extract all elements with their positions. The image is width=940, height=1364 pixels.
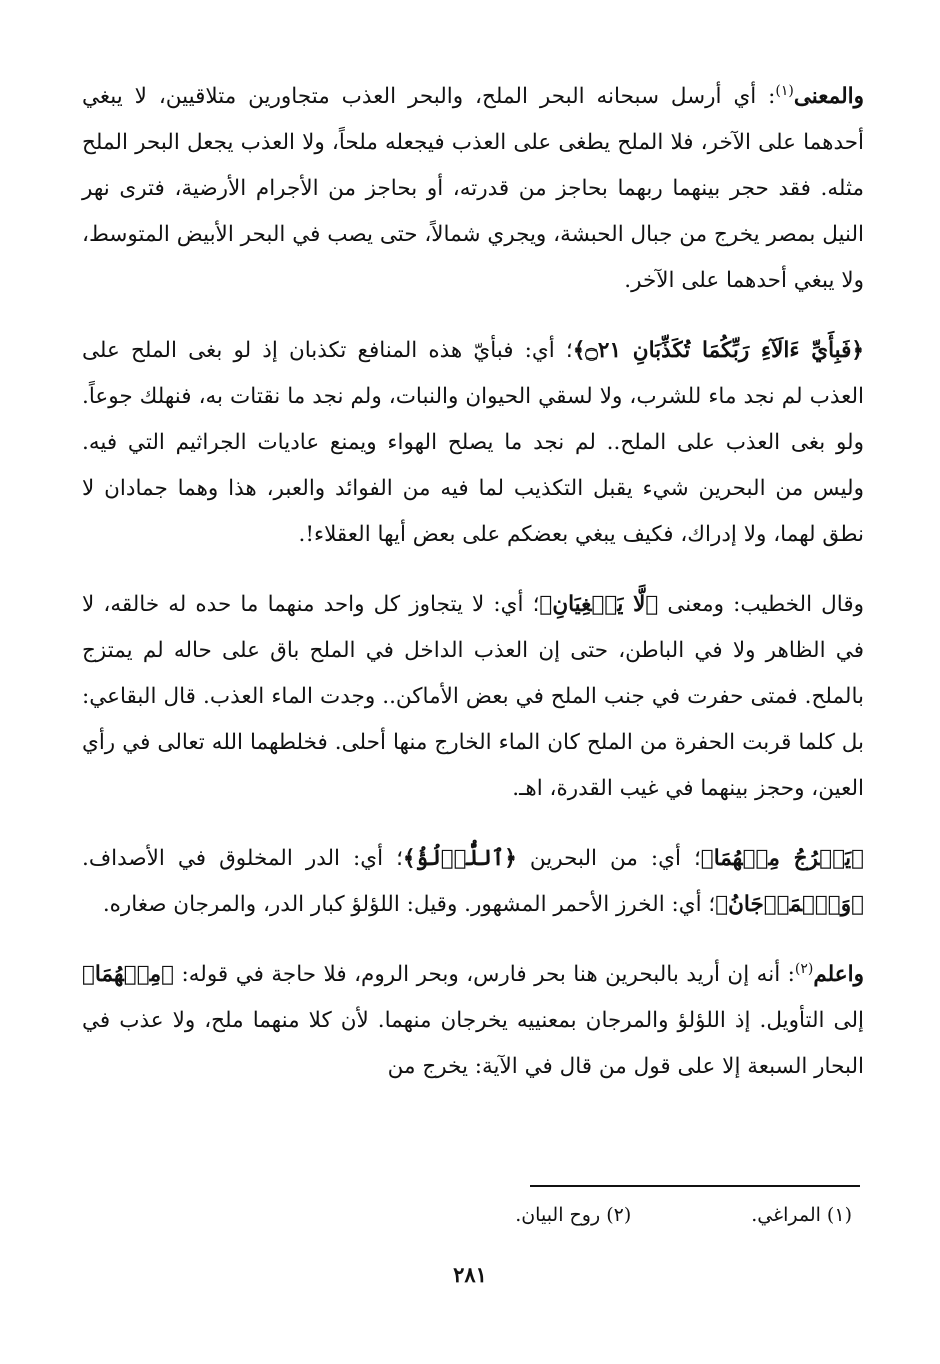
lead-word: واعلم bbox=[813, 962, 864, 987]
footnote-2: (٢) روح البيان. bbox=[515, 1204, 632, 1226]
quran-verse: ﴿وَٱلۡمَرۡجَانُ﴾ bbox=[715, 892, 864, 917]
paragraph-text: ؛ أي: الخرز الأحمر المشهور. وقيل: اللؤلؤ كبار الدر، والمرجان صغاره. bbox=[102, 892, 716, 917]
paragraph-text: ؛ أي: فبأيّ هذه المنافع تكذبان إذ لو بغى الملح على العذب لم نجد ماء للشرب، ولا لسقي الحيوان والنبات، ولم نجد ما نقتات به، فنهلك جوعاً. ولو بغى العذب على الملح.. لم نجد ما يصلح الهواء ويمنع عاديات الجراثيم التي فيه. وليس من البحرين شيء يقبل التكذيب لما فيه من الفوائد والعبر، هذا وهما جمادان لا نطق لهما، ولا إدراك، فكيف يبغي بعضكم على بعض أيها العقلاء!. bbox=[82, 338, 864, 547]
quran-verse: ﴿يَخۡرُجُ مِنۡهُمَا﴾ bbox=[700, 846, 864, 871]
footnote-1: (١) المراغي. bbox=[751, 1204, 852, 1226]
paragraph-intro: : أنه إن أريد بالبحرين هنا بحر فارس، وبحر الروم، فلا حاجة في قوله: bbox=[174, 962, 795, 987]
paragraph-text: إلى التأويل. إذ اللؤلؤ والمرجان بمعنييه يخرجان منهما. لأن كلا منهما ملح، ولا عذب في البحار السبعة إلا على قول من قال في الآية: يخرج من bbox=[82, 1008, 864, 1079]
quran-verse: ﴿مِنۡهُمَا﴾ bbox=[82, 962, 175, 987]
quran-verse: ﴿لَّا يَبۡغِيَانِ﴾ bbox=[539, 592, 659, 617]
lead-word: والمعنى bbox=[793, 84, 864, 109]
paragraph-text: ؛ أي: الدر المخلوق في الأصداف. bbox=[82, 846, 403, 871]
paragraph-text: ؛ أي: من البحرين bbox=[516, 846, 701, 871]
paragraph-3 bbox=[82, 582, 864, 812]
paragraph-text: ؛ أي: لا يتجاوز كل واحد منهما ما حده له خالقه، لا في الظاهر ولا في الباطن، حتى إن العذب الداخل في الملح باق على حاله لم يمتزج بالملح. فمتى حفرت في جنب الملح في بعض الأماكن.. وجدت الماء العذب. قال البقاعي: بل كلما قربت الحفرة من الملح كان الماء الخارج منها أحلى. فخلطهما الله تعالى في رأي العين، وحجز بينهما في غيب القدرة، اهـ. bbox=[82, 592, 864, 801]
page-number: ٢٨١ bbox=[453, 1262, 487, 1287]
paragraph-5 bbox=[82, 952, 864, 1090]
footnote-reference: (٢) bbox=[794, 960, 814, 977]
quran-verse: ﴿ٱللُّؤۡلُؤُ﴾ bbox=[402, 846, 517, 871]
footnote-reference: (١) bbox=[775, 82, 794, 99]
paragraph-text: : أي أرسل سبحانه البحر الملح، والبحر العذب متجاورين متلاقيين، لا يبغي أحدهما على الآخر، فلا الملح يطغى على العذب فيجعله ملحاً، ولا العذب يجعل البحر الملح مثله. فقد حجر بينهما ربهما بحاجز من قدرته، أو بحاجز من الأجرام الأرضية، فترى نهر النيل بمصر يخرج من جبال الحبشة، ويجري شمالاً، حتى يصب في البحر الأبيض المتوسط، ولا يبغي أحدهما على الآخر. bbox=[82, 84, 864, 293]
paragraph-intro: وقال الخطيب: ومعنى bbox=[658, 592, 864, 617]
footnotes bbox=[252, 1200, 852, 1230]
quran-verse: ﴿فَبِأَيِّ ءَالَآءِ رَبِّكُمَا تُكَذِّبَانِ ۝٢١﴾ bbox=[572, 338, 865, 363]
main-text bbox=[82, 74, 864, 1090]
paragraph-4 bbox=[82, 836, 864, 928]
footnote-divider bbox=[530, 1185, 860, 1187]
paragraph-1 bbox=[82, 74, 864, 304]
paragraph-2 bbox=[82, 328, 864, 558]
